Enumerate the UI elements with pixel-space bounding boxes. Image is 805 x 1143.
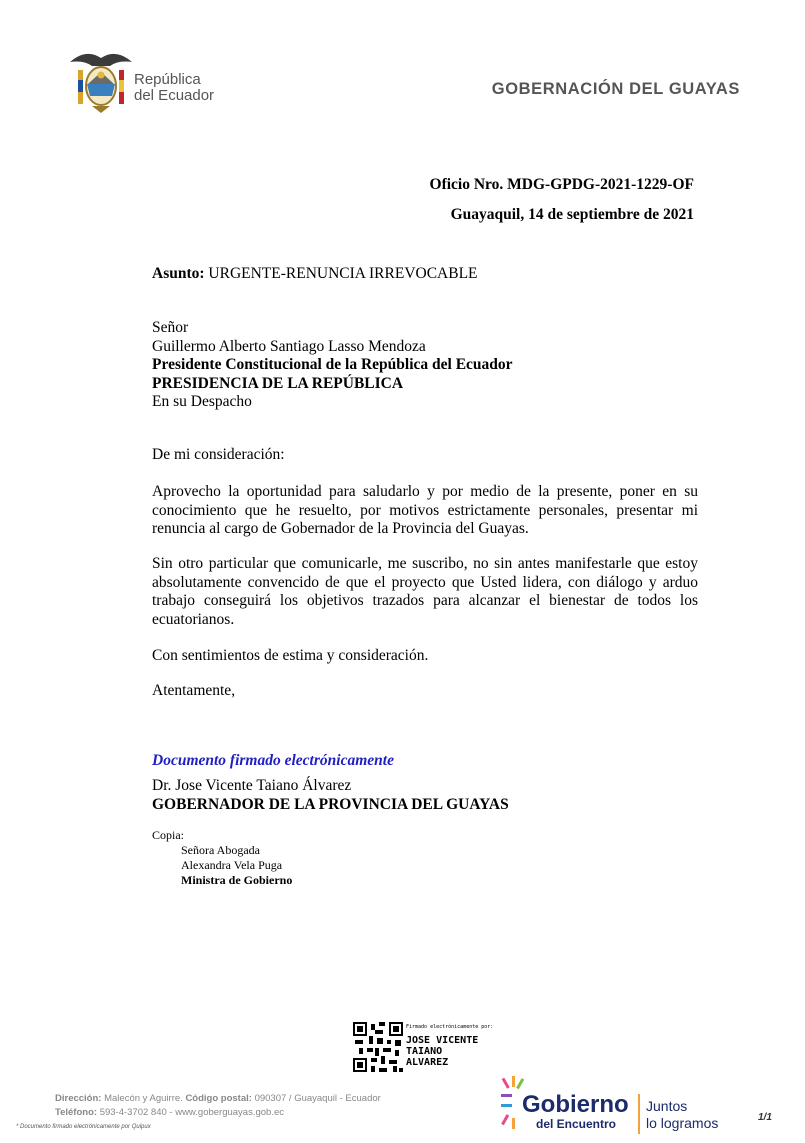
agency-title: GOBERNACIÓN DEL GUAYAS [491,80,740,98]
signer-name: Dr. Jose Vicente Taiano Álvarez [152,777,352,794]
brand-divider [638,1094,640,1134]
brand-gobierno: Gobierno [522,1091,629,1118]
footer-address-line [55,1092,381,1106]
page-number: 1/1 [758,1112,772,1123]
footer-phone-line [55,1106,381,1120]
recipient-position: Presidente Constitucional de la República del Ecuador [152,356,513,373]
signature-qr-code [353,1022,403,1072]
body-paragraph-2: Sin otro particular que comunicarle, me suscribo, no sin antes manifestarle que estoy absolutamente convencido de que el proyecto que Usted lidera, con diálogo y arduo trabajo conseguirá los objetivos trazados para alcanzar el bienestar de todos los ecuatorianos. [152,555,698,628]
address-label: Dirección: [55,1093,102,1104]
address-text: Malecón y Aguirre. [104,1093,183,1104]
place-date: Guayaquil, 14 de septiembre de 2021 [450,206,694,223]
electronic-signature-note: Documento firmado electrónicamente [152,752,394,769]
phone-label: Teléfono: [55,1107,98,1118]
postal-label: Código postal: [185,1093,252,1104]
slogan-line-2: lo logramos [646,1115,719,1131]
qr-signer-line-2: TAIANO [406,1046,443,1057]
recipient-location: En su Despacho [152,393,252,410]
copy-block [152,828,292,888]
subject-label: Asunto: [152,265,205,282]
qr-stamp-caption: Firmado electrónicamente por: [406,1024,494,1030]
logo-line-1: República [134,71,201,88]
recipient-title: Señor [152,319,189,336]
quipux-note: * Documento firmado electrónicamente por Quipux [16,1124,151,1130]
copy-recipient-title: Señora Abogada [181,843,260,857]
qr-stamp-signer [406,1035,478,1068]
phone-text: 593-4-3702 840 - www.goberguayas.gob.ec [99,1107,285,1118]
sign-off: Atentamente, [152,682,236,699]
recipient-block [152,319,712,412]
copy-recipient-position: Ministra de Gobierno [181,873,293,887]
subject-text: URGENTE-RENUNCIA IRREVOCABLE [208,265,478,282]
coat-of-arms-icon [66,46,136,116]
ecuador-coat-of-arms-logo [66,46,136,116]
closing-line: Con sentimientos de estima y consideración. [152,647,429,664]
copy-recipient-name: Alexandra Vela Puga [181,858,283,872]
slogan-line-1: Juntos [646,1098,688,1114]
body-paragraph-1: Aprovecho la oportunidad para saludarlo y por medio de la presente, poner en su conocimiento que he resuelto, por motivos estrictamente personales, presentar mi renuncia al cargo de Gobernador de la Provincia del Guayas. [152,483,698,537]
oficio-number: Oficio Nro. MDG-GPDG-2021-1229-OF [429,176,694,193]
subject-line [152,265,712,284]
postal-text: 090307 / Guayaquil - Ecuador [254,1093,381,1104]
brand-encuentro: del Encuentro [536,1117,617,1131]
greeting: De mi consideración: [152,446,285,463]
footer-contact [55,1092,381,1120]
recipient-name: Guillermo Alberto Santiago Lasso Mendoza [152,337,426,355]
republic-name-logo [134,72,214,104]
signer-title: GOBERNADOR DE LA PROVINCIA DEL GUAYAS [152,796,509,813]
recipient-office: PRESIDENCIA DE LA REPÚBLICA [152,374,404,392]
brand-slogan [646,1098,718,1132]
qr-signer-line-1: JOSE VICENTE [406,1035,479,1046]
copy-label: Copia: [152,828,184,842]
logo-line-2: del Ecuador [134,87,215,104]
qr-signer-line-3: ALVAREZ [406,1057,449,1068]
